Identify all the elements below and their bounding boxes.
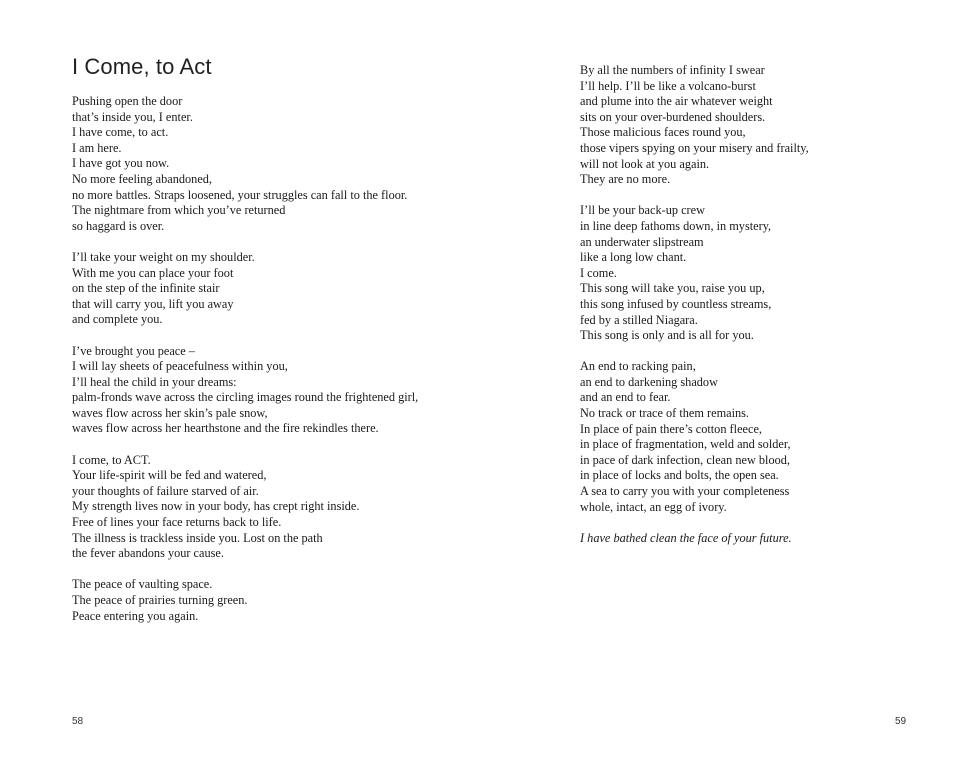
stanza — [72, 94, 472, 234]
poem-line: and complete you. — [72, 312, 163, 327]
poem-left-body — [72, 94, 472, 640]
page-number-left: 58 — [72, 716, 84, 727]
poem-line: your thoughts of failure starved of air. — [72, 483, 259, 498]
poem-line: in place of locks and bolts, the open sea. — [580, 468, 779, 483]
poem-line: Pushing open the door — [72, 94, 183, 108]
poem-line: My strength lives now in your body, has crept right inside. — [72, 499, 360, 514]
stanza — [580, 63, 960, 188]
poem-line: The nightmare from which you’ve returned — [72, 203, 286, 218]
poem-line: in pace of dark infection, clean new blood, — [580, 452, 790, 467]
stanza — [72, 577, 472, 624]
poem-line: and plume into the air whatever weight — [580, 94, 773, 109]
poem-line: palm-fronds wave across the circling images round the frightened girl, — [72, 390, 419, 405]
poem-line: The peace of vaulting space. — [72, 577, 213, 592]
poem-line: I come, to ACT. — [72, 452, 151, 467]
poem-line: I will lay sheets of peacefulness within you, — [72, 359, 288, 374]
poem-line: Your life-spirit will be fed and watered, — [72, 468, 267, 483]
poem-line: on the step of the infinite stair — [72, 281, 220, 296]
poem-line: I’ve brought you peace – — [72, 343, 195, 358]
closing-line: I have bathed clean the face of your future. — [580, 530, 792, 545]
poem-line: whole, intact, an egg of ivory. — [580, 499, 727, 514]
poem-line: This song is only and is all for you. — [580, 328, 754, 343]
poem-line: the fever abandons your cause. — [72, 546, 224, 561]
poem-line: I come. — [580, 265, 617, 280]
right-page — [490, 0, 980, 762]
poem-line: an underwater slipstream — [580, 234, 704, 249]
poem-line: and an end to fear. — [580, 390, 671, 405]
poem-line: I am here. — [72, 140, 122, 155]
poem-line: I have come, to act. — [72, 125, 169, 140]
poem-line: In place of pain there’s cotton fleece, — [580, 421, 762, 436]
poem-line: those vipers spying on your misery and frailty, — [580, 140, 809, 155]
stanza — [580, 359, 960, 515]
poem-line: They are no more. — [580, 172, 671, 187]
stanza — [72, 453, 472, 562]
stanza — [72, 250, 472, 328]
poem-line: like a long low chant. — [580, 250, 687, 265]
poem-line: so haggard is over. — [72, 218, 165, 233]
poem-line: in line deep fathoms down, in mystery, — [580, 218, 772, 233]
poem-line: an end to darkening shadow — [580, 374, 718, 389]
poem-line: that’s inside you, I enter. — [72, 109, 193, 124]
poem-line: A sea to carry you with your completeness — [580, 484, 790, 499]
poem-line: sits on your over-burdened shoulders. — [580, 109, 766, 124]
poem-right-body — [580, 63, 960, 562]
poem-line: fed by a stilled Niagara. — [580, 312, 698, 327]
stanza — [72, 344, 472, 438]
poem-line: this song infused by countless streams, — [580, 296, 772, 311]
poem-line: I’ll take your weight on my shoulder. — [72, 249, 255, 264]
poem-line: I have got you now. — [72, 156, 170, 171]
poem-line: The illness is trackless inside you. Lost on the path — [72, 530, 323, 545]
poem-line: By all the numbers of infinity I swear — [580, 63, 765, 77]
poem-line: With me you can place your foot — [72, 265, 234, 280]
poem-line: I’ll help. I’ll be like a volcano-burst — [580, 78, 756, 93]
poem-line: An end to racking pain, — [580, 359, 696, 374]
poem-line: This song will take you, raise you up, — [580, 281, 765, 296]
poem-line: waves flow across her skin’s pale snow, — [72, 405, 268, 420]
poem-line: I’ll be your back-up crew — [580, 203, 705, 218]
poem-line: Peace entering you again. — [72, 608, 199, 623]
stanza — [580, 203, 960, 343]
poem-line: The peace of prairies turning green. — [72, 593, 248, 607]
poem-line: no more battles. Straps loosened, your struggles can fall to the floor. — [72, 187, 408, 202]
poem-line: Free of lines your face returns back to life. — [72, 515, 282, 530]
poem-line: that will carry you, lift you away — [72, 296, 234, 311]
page-number-right: 59 — [895, 716, 907, 727]
poem-line: No track or trace of them remains. — [580, 406, 750, 421]
poem-line: I’ll heal the child in your dreams: — [72, 374, 237, 389]
poem-title: I Come, to Act — [72, 54, 212, 79]
poem-line: No more feeling abandoned, — [72, 171, 212, 186]
poem-line: in place of fragmentation, weld and solder, — [580, 437, 791, 452]
poem-line: Those malicious faces round you, — [580, 125, 746, 140]
poem-line: waves flow across her hearthstone and the fire rekindles there. — [72, 421, 379, 436]
poem-line: will not look at you again. — [580, 156, 710, 171]
